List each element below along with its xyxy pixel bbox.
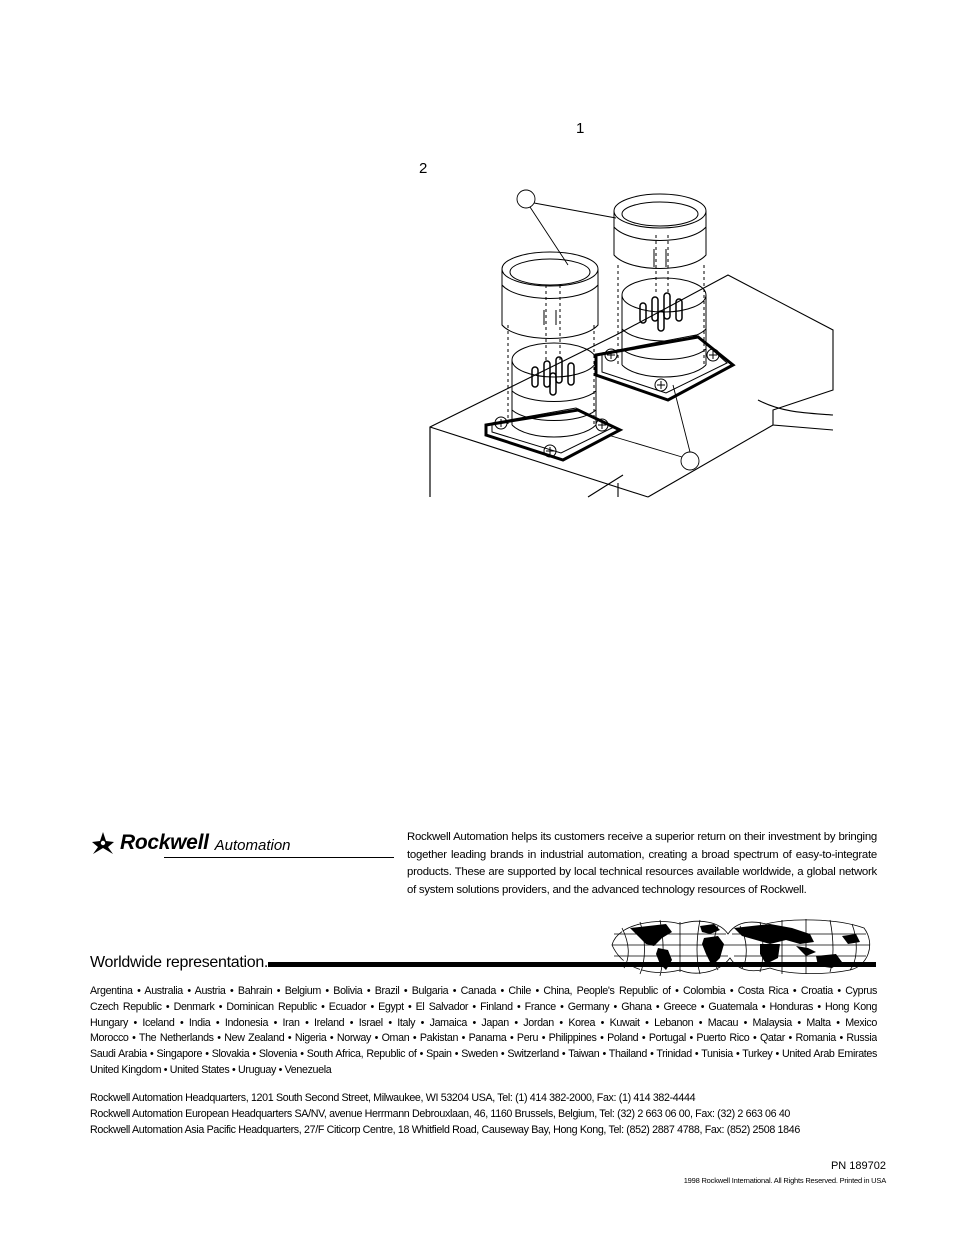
callout-leaders — [517, 190, 699, 470]
worldwide-heading: Worldwide representation. — [90, 954, 269, 971]
headquarters-addresses — [90, 1090, 800, 1138]
right-mounting-flange — [596, 335, 733, 400]
rockwell-logo-icon — [90, 830, 116, 856]
country-line: Czech Republic • Denmark • Dominican Republic • Ecuador • Egypt • El Salvador • Finland • France • Germany • Ghana • Greece • Guatemala • Honduras • Hong Kong — [90, 1000, 877, 1013]
logo-underline — [164, 857, 394, 858]
left-mounting-flange — [486, 408, 620, 460]
country-line: Hungary • Iceland • India • Indonesia • Iran • Ireland • Israel • Italy • Jamaica • Japan • Jordan • Korea • Kuwait • Lebanon • Macau • Malaysia • Malta • Mexico — [90, 1016, 877, 1029]
country-line: United Kingdom • United States • Uruguay • Venezuela — [90, 1063, 332, 1076]
country-line: Saudi Arabia • Singapore • Slovakia • Slovenia • South Africa, Republic of • Spain • Sweden • Switzerland • Taiwan • Thailand • Trinidad • Tunisia • Turkey • United Arab Emirates — [90, 1048, 877, 1061]
country-list — [90, 984, 877, 1079]
country-line: Argentina • Australia • Austria • Bahrain • Belgium • Bolivia • Brazil • Bulgaria • Canada • Chile • China, People's Republic of • Colombia • Costa Rica • Croatia • Cyprus — [90, 985, 877, 997]
left-alignment-lines — [508, 285, 594, 425]
copyright-notice: 1998 Rockwell International. All Rights Reserved. Printed in USA — [683, 1176, 886, 1185]
right-connector-body — [622, 278, 706, 377]
hq-address-asia-pacific: Rockwell Automation Asia Pacific Headquarters, 27/F Citicorp Centre, 18 Whitfield Road, Causeway Bay, Hong Kong, Tel: (852) 2887 4788, Fax: (852) 2508 1846 — [90, 1124, 800, 1136]
country-line: Morocco • The Netherlands • New Zealand • Nigeria • Norway • Oman • Pakistan • Panama • Peru • Philippines • Poland • Portugal • Puerto Rico • Qatar • Romania • Russia — [90, 1032, 877, 1045]
callout-number-2: 2 — [419, 160, 428, 177]
right-dust-cap — [614, 194, 706, 269]
logo-sub-text: Automation — [214, 836, 291, 854]
hq-address-usa: Rockwell Automation Headquarters, 1201 South Second Street, Milwaukee, WI 53204 USA, Tel: (1) 414 382-2000, Fax: (1) 414 382-4444 — [90, 1092, 696, 1104]
rockwell-automation-logo — [90, 830, 291, 856]
left-dust-cap — [502, 252, 598, 339]
part-number: PN 189702 — [830, 1160, 886, 1172]
hq-address-europe: Rockwell Automation European Headquarters SA/NV, avenue Herrmann Debrouxlaan, 46, 1160 Brussels, Belgium, Tel: (32) 2 663 06 00, Fax: (32) 2 663 06 40 — [90, 1108, 791, 1120]
callout-number-1: 1 — [576, 120, 585, 137]
connector-installation-drawing — [428, 185, 848, 503]
logo-brand-text: Rockwell — [120, 831, 209, 854]
company-tagline: Rockwell Automation helps its customers receive a superior return on their investment by bringing together leading brands in industrial automation, creating a broad spectrum of easy-to-integrate products. These are supported by local technical resources available worldwide, a global network of system solutions providers, and the advanced technology resources of Rockwell. — [407, 831, 877, 896]
left-connector-body — [512, 343, 596, 437]
worldwide-rule — [268, 962, 876, 967]
right-alignment-lines — [618, 235, 704, 365]
